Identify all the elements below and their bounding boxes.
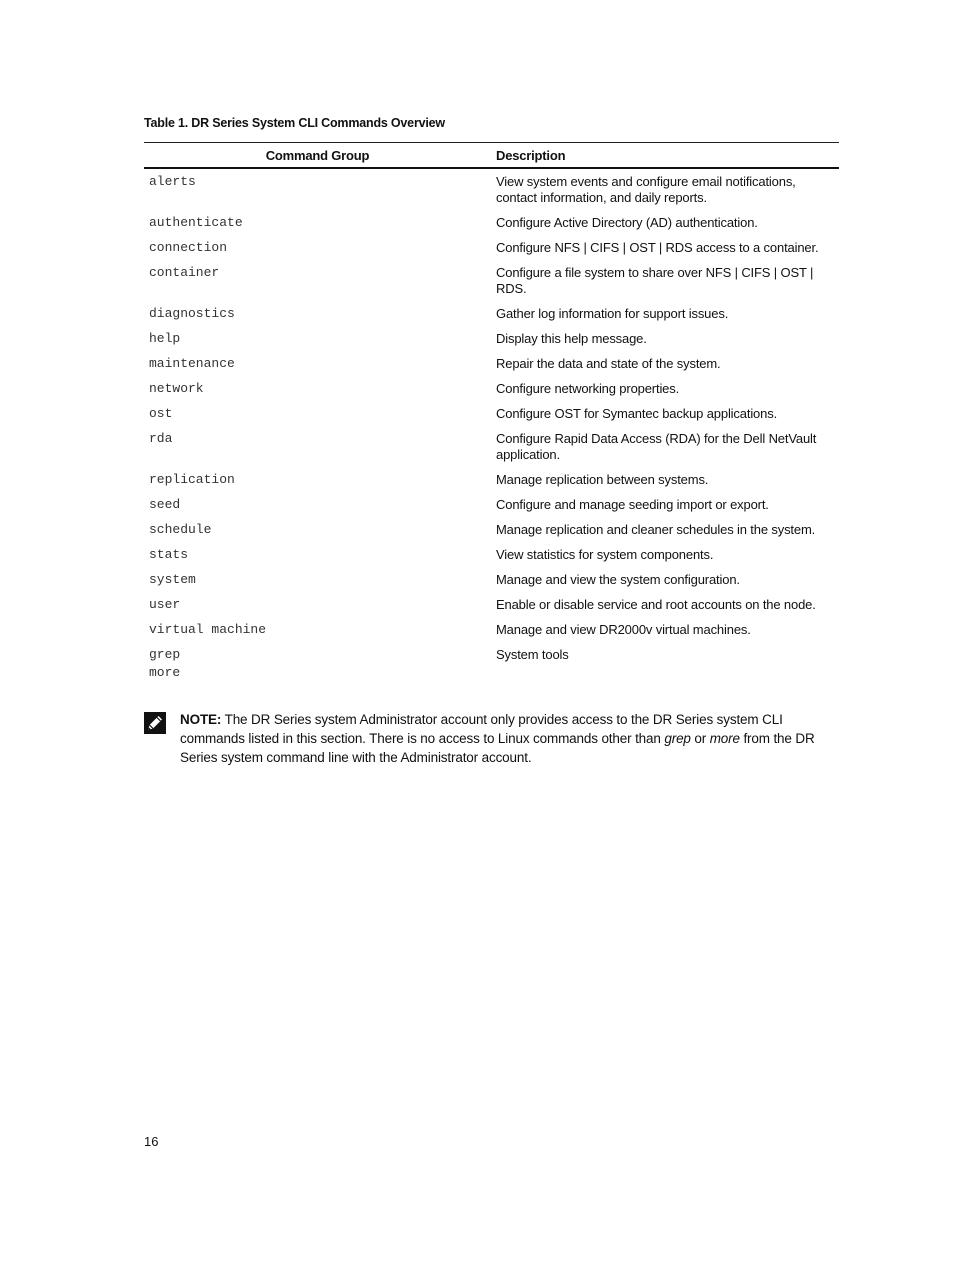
command-name: replication <box>149 472 235 487</box>
description-cell: Manage and view the system configuration. <box>496 572 740 587</box>
note-text-part-3: from the DR Series system command line with the Administrator account. <box>180 731 815 765</box>
command-group-cell <box>144 210 491 235</box>
note-emphasis-more: more <box>709 731 740 746</box>
command-group-cell <box>144 235 491 260</box>
command-group-cell <box>144 592 491 617</box>
command-name: system <box>149 572 196 587</box>
description-cell: Repair the data and state of the system. <box>496 356 721 371</box>
command-name: grep <box>149 647 181 662</box>
description-cell: Configure NFS | CIFS | OST | RDS access to a container. <box>496 240 819 255</box>
command-name: ost <box>149 406 173 421</box>
description-cell: Configure Active Directory (AD) authentication. <box>496 215 758 230</box>
table-row <box>144 326 839 351</box>
command-name: maintenance <box>149 356 235 371</box>
table-row <box>144 351 839 376</box>
description-cell: Gather log information for support issues. <box>496 306 729 321</box>
table-caption: Table 1. DR Series System CLI Commands Overview <box>144 116 445 130</box>
table-row <box>144 401 839 426</box>
command-group-cell <box>144 467 491 492</box>
table-row <box>144 376 839 401</box>
command-name: user <box>149 597 181 612</box>
table-row <box>144 617 839 642</box>
description-cell: Enable or disable service and root accounts on the node. <box>496 597 816 612</box>
table-header-row <box>144 143 839 169</box>
command-name: alerts <box>149 174 196 189</box>
command-group-cell <box>144 401 491 426</box>
command-name: virtual machine <box>149 622 267 637</box>
command-name: connection <box>149 240 228 255</box>
table-row <box>144 642 839 682</box>
page-number: 16 <box>144 1134 159 1149</box>
command-name: more <box>149 665 181 680</box>
command-name: container <box>149 265 220 280</box>
description-cell: Configure Rapid Data Access (RDA) for the Dell NetVault application. <box>496 431 817 462</box>
command-name: diagnostics <box>149 306 235 321</box>
description-cell: Configure a file system to share over NFS | CIFS | OST | RDS. <box>496 265 814 296</box>
command-group-cell <box>144 492 491 517</box>
command-name: seed <box>149 497 181 512</box>
command-group-cell <box>144 168 491 210</box>
command-name: network <box>149 381 204 396</box>
description-cell: Manage and view DR2000v virtual machines. <box>496 622 751 637</box>
table-row <box>144 517 839 542</box>
command-name: schedule <box>149 522 212 537</box>
table-row <box>144 542 839 567</box>
table-row <box>144 467 839 492</box>
command-group-cell <box>144 301 491 326</box>
command-group-cell <box>144 642 491 682</box>
command-group-cell <box>144 567 491 592</box>
pencil-note-icon <box>144 712 166 734</box>
table-row <box>144 567 839 592</box>
command-group-cell <box>144 542 491 567</box>
description-cell: Display this help message. <box>496 331 647 346</box>
command-group-cell <box>144 260 491 301</box>
description-cell: Configure networking properties. <box>496 381 680 396</box>
cli-commands-table <box>144 142 839 682</box>
table-row <box>144 210 839 235</box>
description-cell: Configure and manage seeding import or export. <box>496 497 769 512</box>
command-group-cell <box>144 351 491 376</box>
command-group-cell <box>144 617 491 642</box>
command-group-cell <box>144 376 491 401</box>
note-label: NOTE: <box>180 712 222 727</box>
table-row <box>144 168 839 210</box>
command-name: stats <box>149 547 189 562</box>
description-cell: View statistics for system components. <box>496 547 714 562</box>
table-body <box>144 168 839 682</box>
command-name: help <box>149 331 181 346</box>
note-text <box>180 710 840 767</box>
table-row <box>144 260 839 301</box>
command-name: authenticate <box>149 215 243 230</box>
header-command-group: Command Group <box>144 143 491 169</box>
note-text-part-1: The DR Series system Administrator account only provides access to the DR Series system CLI commands listed in this section. There is no access to Linux commands other than <box>180 712 783 746</box>
table-row <box>144 592 839 617</box>
table-row <box>144 301 839 326</box>
note-emphasis-grep: grep <box>664 731 691 746</box>
table-row <box>144 492 839 517</box>
note-text-part-2: or <box>690 731 710 746</box>
description-cell: Manage replication and cleaner schedules in the system. <box>496 522 816 537</box>
command-name: rda <box>149 431 173 446</box>
command-group-cell <box>144 426 491 467</box>
description-cell: Manage replication between systems. <box>496 472 709 487</box>
command-group-cell <box>144 326 491 351</box>
description-cell: Configure OST for Symantec backup applications. <box>496 406 778 421</box>
description-cell: View system events and configure email notifications, contact information, and daily reports. <box>496 174 796 205</box>
table-row <box>144 235 839 260</box>
header-description: Description <box>491 143 839 169</box>
table-row <box>144 426 839 467</box>
command-group-cell <box>144 517 491 542</box>
description-cell: System tools <box>496 647 569 662</box>
